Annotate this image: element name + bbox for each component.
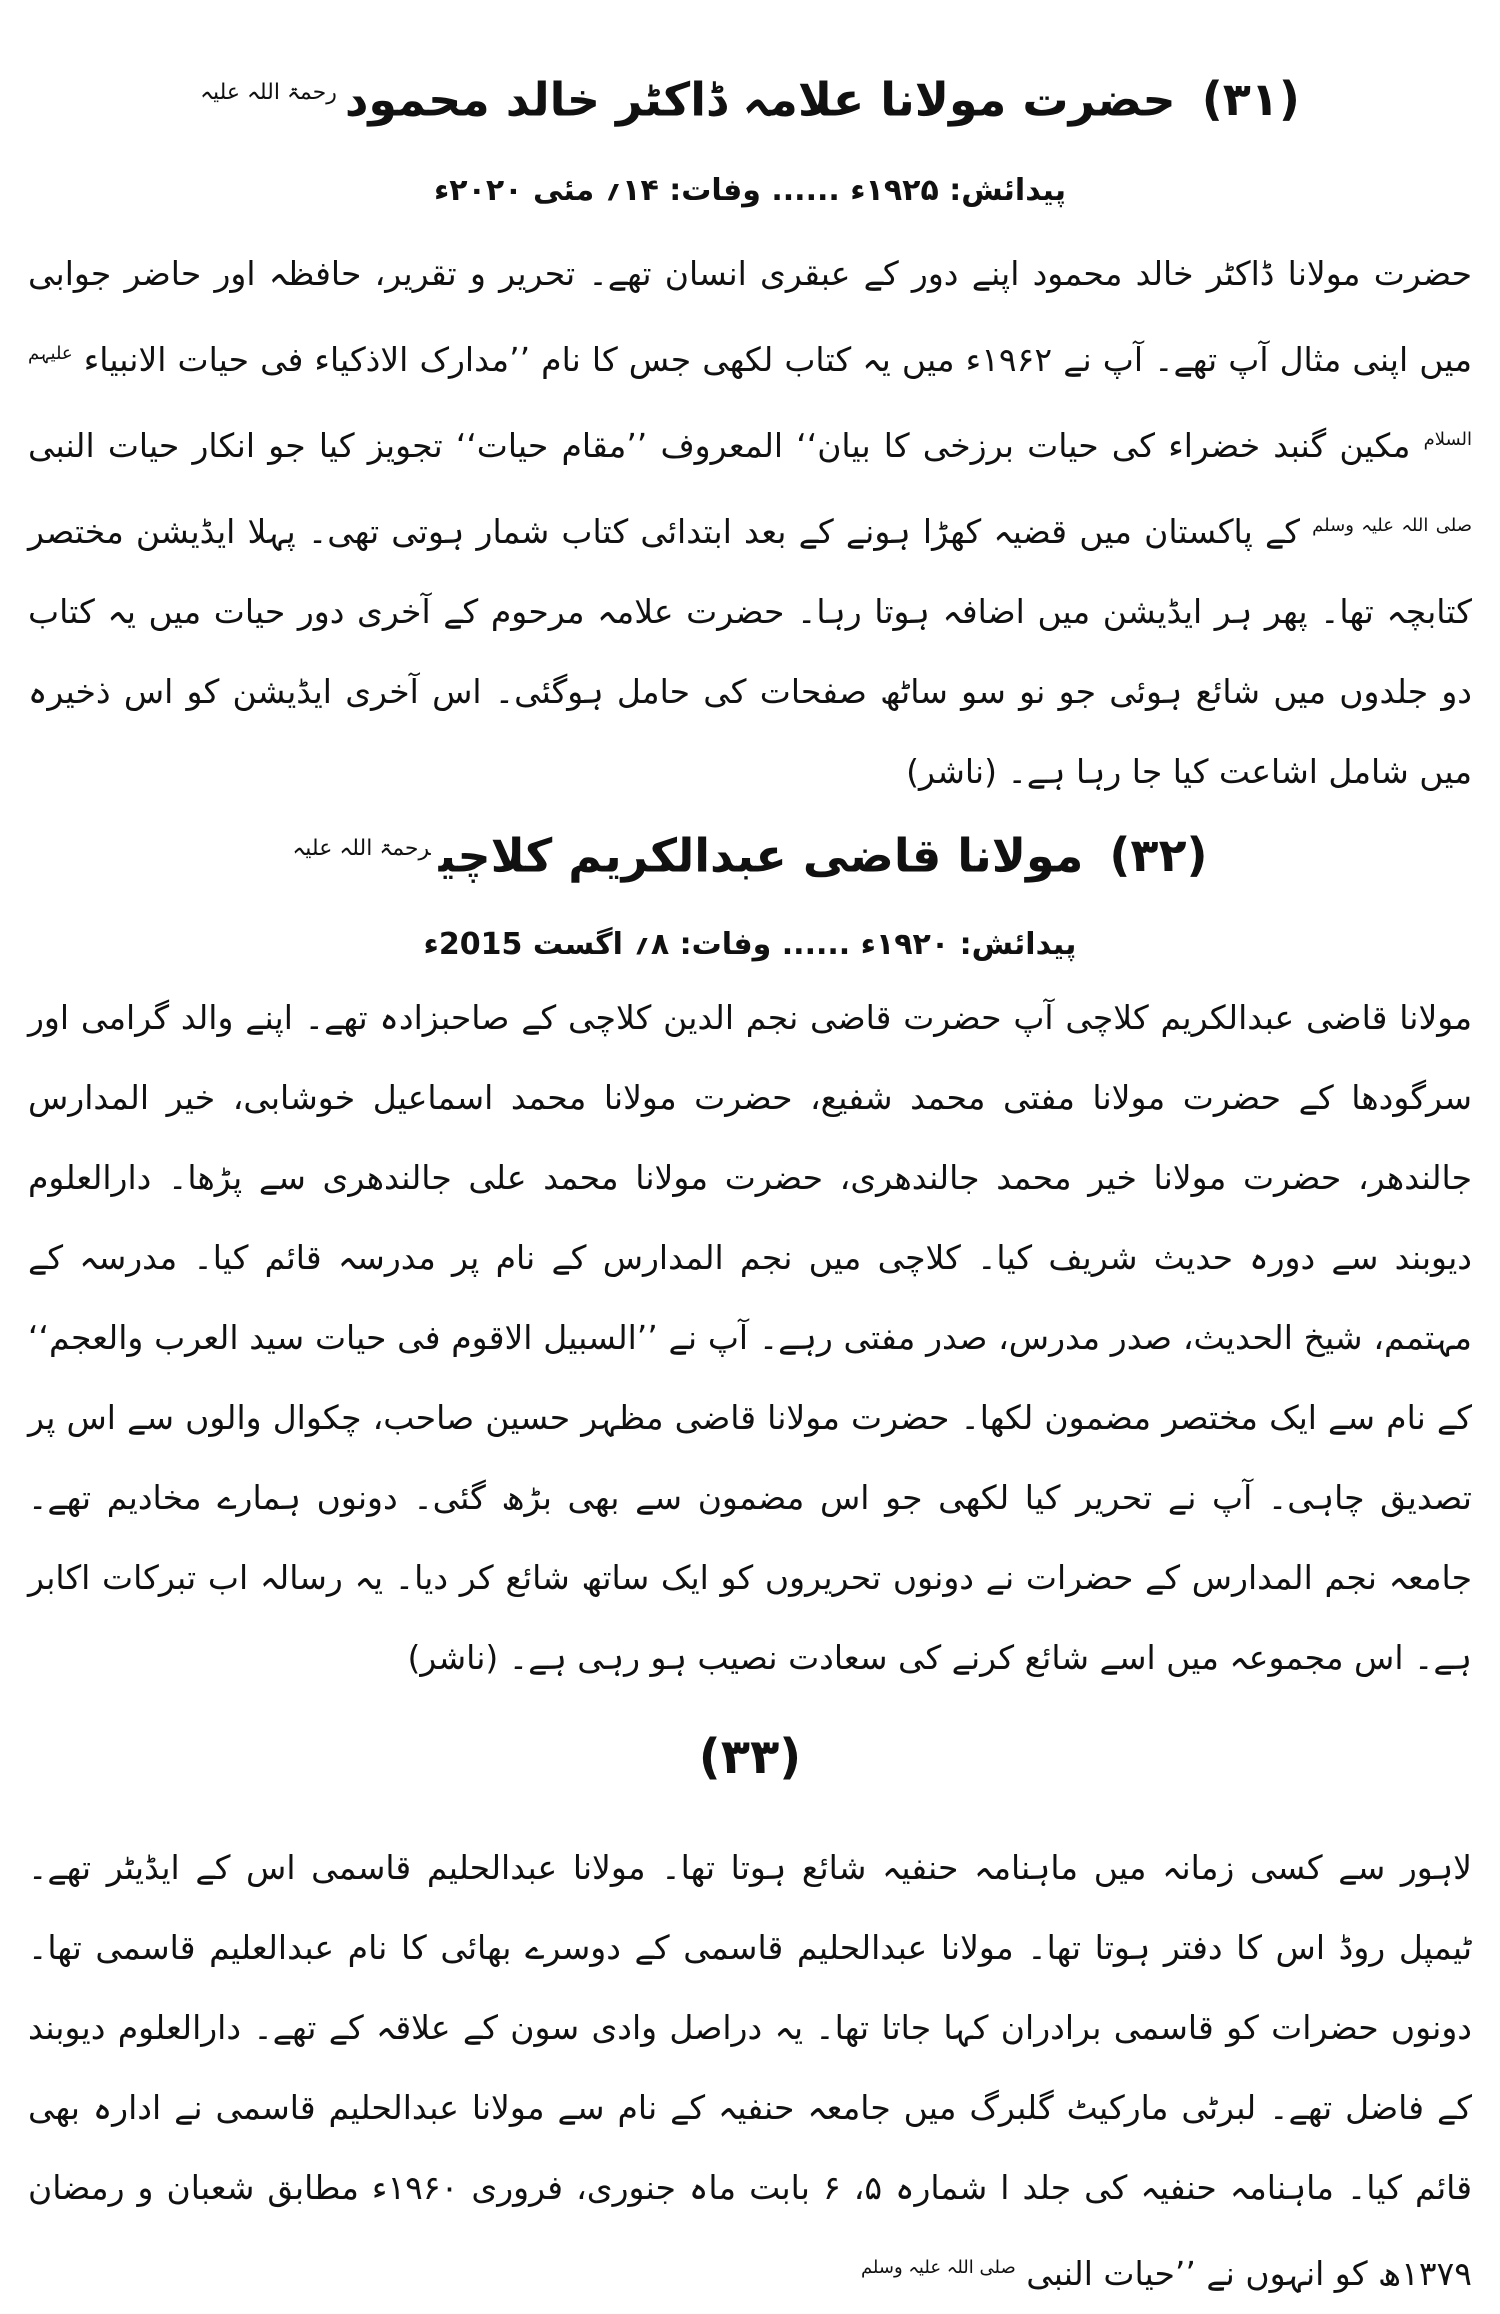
- body-line: قاضی مظہر حسین صاحب، چکوال والوں سے اس پر تصدیق چاہی۔ آپ نے تحریر کیا لکھی جو اس مضمون سے بھی: [28, 1398, 1472, 1517]
- section-31-heading: [28, 62, 1472, 130]
- section-31-number: (۳۱): [1201, 72, 1300, 127]
- honorific-mark: علیہم السلام: [28, 343, 1472, 450]
- section-32-title: مولانا قاضی عبدالکریم کلاچی: [438, 828, 1084, 883]
- section-32-dates: پیدائش: ۱۹۲۰ء ...... وفات: ۸؍ اگست 2015ء: [423, 927, 1077, 962]
- body-line: اضافہ ہوتا رہا۔ حضرت علامہ مرحوم کے آخری دور حیات میں یہ کتاب دو جلدوں میں شائع ہوئی جو نو سو ساٹھ: [28, 592, 1472, 711]
- body-line: یہ رسالہ اب تبرکات اکابر ہے۔ اس مجموعہ میں اسے شائع کرنے کی سعادت نصیب ہو رہی ہے۔ (ناشر): [28, 1558, 1472, 1677]
- section-31-title: حضرت مولانا علامہ ڈاکٹر خالد محمود: [344, 72, 1176, 127]
- body-line: قاسمی برادران کہا جاتا تھا۔ یہ دراصل وادی سون کے علاقہ کے تھے۔ دارالعلوم دیوبند کے فاضل تھے۔ لبرٹی: [28, 2008, 1472, 2127]
- section-32-body: [28, 978, 1472, 1698]
- body-line: لاہور سے کسی زمانہ میں ماہنامہ حنفیہ شائع ہوتا تھا۔ مولانا عبدالحلیم قاسمی اس کے ایڈیٹر تھے۔ ٹیمپل: [28, 1848, 1472, 1967]
- section-32-heading: [28, 818, 1472, 886]
- section-31-body: [28, 234, 1472, 812]
- document-page: [28, 0, 1472, 2300]
- section-33-heading: (۳۳): [698, 1729, 802, 1785]
- body-line: شمارہ ۵، ۶ بابت ماہ جنوری، فروری ۱۹۶۰ء مطابق شعبان و رمضان ۱۳۷۹ھ کو انہوں نے ’’حیات النبی: [28, 2168, 1472, 2293]
- honorific-mark: رحمۃ اللہ علیہ: [200, 80, 337, 105]
- body-line: صفحات کی حامل ہوگئی۔ اس آخری ایڈیشن کو اس ذخیرہ میں شامل اشاعت کیا جا رہا ہے۔ (ناشر): [28, 672, 1472, 791]
- section-33-body: [28, 1828, 1472, 2314]
- honorific-mark: رحمۃ اللہ علیہ: [292, 836, 431, 861]
- body-line: ’’السبیل الاقوم فی حیات سید العرب والعجم‘‘ کے نام سے ایک مختصر مضمون لکھا۔ حضرت مولانا: [28, 1318, 1472, 1437]
- body-line: مولانا قاضی عبدالکریم کلاچی آپ حضرت قاضی نجم الدین کلاچی کے صاحبزادہ تھے۔ اپنے والد گرامی: [80, 998, 1472, 1037]
- body-line: اپنی مثال آپ تھے۔ آپ نے ۱۹۶۲ء میں یہ کتاب لکھی جس کا نام ’’مدارک الاذکیاء فی حیات الانبیاء: [83, 340, 1409, 379]
- body-line: حضرت مولانا ڈاکٹر خالد محمود اپنے دور کے عبقری انسان تھے۔ تحریر و تقریر، حافظہ اور حاضر جوابی میں: [28, 254, 1472, 379]
- section-31-dates: پیدائش: ۱۹۲۵ء ...... وفات: ۱۴؍ مئی ۲۰۲۰ء: [433, 173, 1067, 208]
- body-line: مارکیٹ گلبرگ میں جامعہ حنفیہ کے نام سے مولانا عبدالحلیم قاسمی نے ادارہ بھی قائم کیا۔ ماہنامہ حنفیہ کی جلد ا: [28, 2088, 1472, 2207]
- honorific-mark: صلی اللہ علیہ وسلم: [1312, 515, 1472, 536]
- honorific-mark: صلی اللہ علیہ وسلم: [860, 2257, 1016, 2278]
- body-line: مکین گنبد خضراء کی حیات برزخی کا بیان‘‘ المعروف ’’مقام حیات‘‘ تجویز کیا جو انکار حیات النبی: [28, 426, 1411, 465]
- body-line: بڑھ گئی۔ دونوں ہمارے مخادیم تھے۔ جامعہ نجم المدارس کے حضرات نے دونوں تحریروں کو ایک ساتھ شائع کر دیا۔: [28, 1478, 1472, 1597]
- body-line: میں نجم المدارس کے نام پر مدرسہ قائم کیا۔ مدرسہ کے مہتمم، شیخ الحدیث، صدر مدرس، صدر مفتی رہے۔ آپ نے: [28, 1238, 1472, 1357]
- body-line: خیر محمد جالندھری، حضرت مولانا محمد علی جالندھری سے پڑھا۔ دارالعلوم دیوبند سے دورہ حدیث شریف کیا۔ کلاچی: [28, 1158, 1472, 1277]
- body-word: کے: [1264, 512, 1300, 551]
- section-32-number: (۳۲): [1109, 828, 1208, 883]
- body-line: اور سرگودھا کے حضرت مولانا مفتی محمد شفیع، حضرت مولانا محمد اسماعیل خوشابی، خیر المدارس جالندھر، حضرت مولانا: [28, 998, 1472, 1197]
- body-line: پاکستان میں قضیہ کھڑا ہونے کے بعد ابتدائی کتاب شمار ہوتی تھی۔ پہلا ایڈیشن مختصر کتابچہ تھا۔ پھر ہر ایڈیشن میں: [28, 512, 1472, 631]
- body-line: روڈ اس کا دفتر ہوتا تھا۔ مولانا عبدالحلیم قاسمی کے دوسرے بھائی کا نام عبدالعلیم قاسمی تھا۔ دونوں حضرات کو: [28, 1928, 1472, 2047]
